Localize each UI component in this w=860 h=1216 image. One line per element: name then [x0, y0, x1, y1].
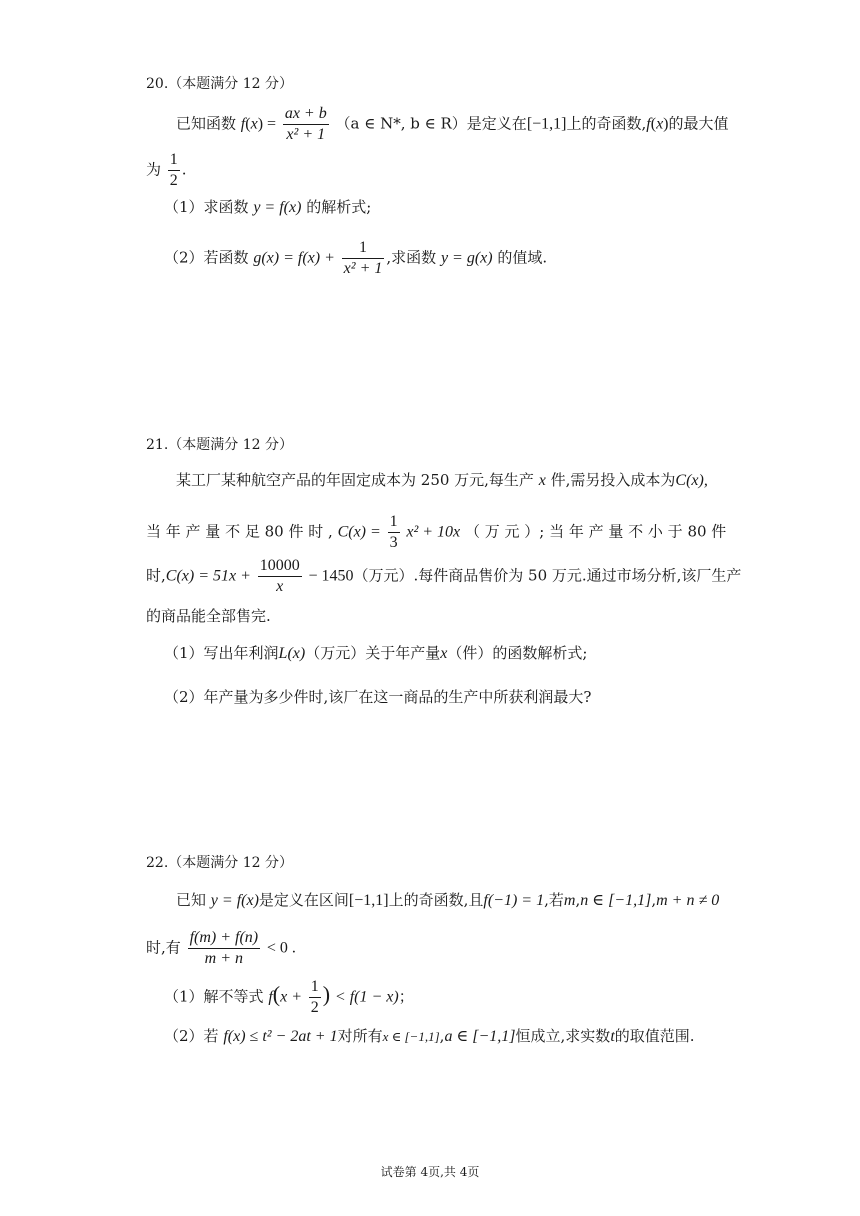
q20-function-fraction: $\frac{ax + b}{\text{x² + 1}}$ [284, 105, 327, 143]
q22-line2: 时,有 $\frac{f(m) + f(n)}{m + n}$ < 0 . [146, 929, 296, 967]
q22-line1: 已知 y = f(x)是定义在区间[−1,1]上的奇函数,且f(−1) = 1,若m,n ∈ [−1,1],m + n ≠ 0 [176, 891, 720, 909]
q22-part2: （2）若 f(x) ≤ t² − 2at + 1对所有x ∈ [−1,1],a ∈ [−1,1]恒成立,求实数t的取值范围. [164, 1027, 695, 1045]
q20-intro: 已知函数 f(x) = $\frac{ax + b}{\text{x² + 1}}$ （a ∈ N*, b ∈ R）是定义在[−1,1]上的奇函数,f(x)的最大值 [176, 105, 729, 143]
q20-intro-cont: 为 $\frac{1}{2}$ . [146, 151, 187, 189]
q20-part1: （1）求函数 y = f(x) 的解析式; [164, 198, 372, 216]
q21-line3: 时,C(x) = 51x + $\frac{10000}{x}$ − 1450（万元）.每件商品售价为 50 万元.通过市场分析,该厂生产 [146, 557, 742, 595]
q21-part2: （2）年产量为多少件时,该厂在这一商品的生产中所获利润最大? [164, 688, 592, 706]
q22-header: 22.（本题满分 12 分） [146, 855, 293, 871]
q21-line2: 当 年 产 量 不 足 80 件 时 , C(x) = $\frac{1}{3}$ x² + 10x （ 万 元 ）; 当 年 产 量 不 小 于 80 件 [146, 513, 727, 551]
q22-half-fraction: $\frac{1}{2}$ [310, 978, 319, 1016]
q20-condition: （a ∈ N*, b ∈ R） [335, 114, 467, 133]
q20-half-fraction: $\frac{1}{2}$ [169, 151, 178, 189]
q21-part1: （1）写出年利润L(x)（万元）关于年产量x（件）的函数解析式; [164, 644, 588, 662]
q20-part2: （2）若函数 g(x) = f(x) + $\frac{1}{\text{x² + 1}}$ ,求函数 y = g(x) 的值域. [164, 239, 548, 277]
q22-part1: （1）解不等式 f(x + $\frac{1}{2}$ ) < f(1 − x)； [164, 978, 414, 1016]
q21-line1: 某工厂某种航空产品的年固定成本为 250 万元,每生产 x 件,需另投入成本为C(x), [176, 471, 708, 489]
q22-condition-fraction: $\frac{f(m) + f(n)}{m + n}$ [189, 929, 259, 967]
q21-third-fraction: $\frac{1}{3}$ [389, 513, 398, 551]
q20-part2-fraction: $\frac{1}{\text{x² + 1}}$ [343, 239, 383, 277]
q21-header: 21.（本题满分 12 分） [146, 437, 293, 453]
q21-line4: 的商品能全部售完. [146, 607, 271, 625]
q21-10000-fraction: $\frac{10000}{x}$ [259, 557, 300, 595]
page-footer: 试卷第 4页,共 4页 [380, 1165, 480, 1179]
q20-header: 20.（本题满分 12 分） [146, 76, 293, 92]
